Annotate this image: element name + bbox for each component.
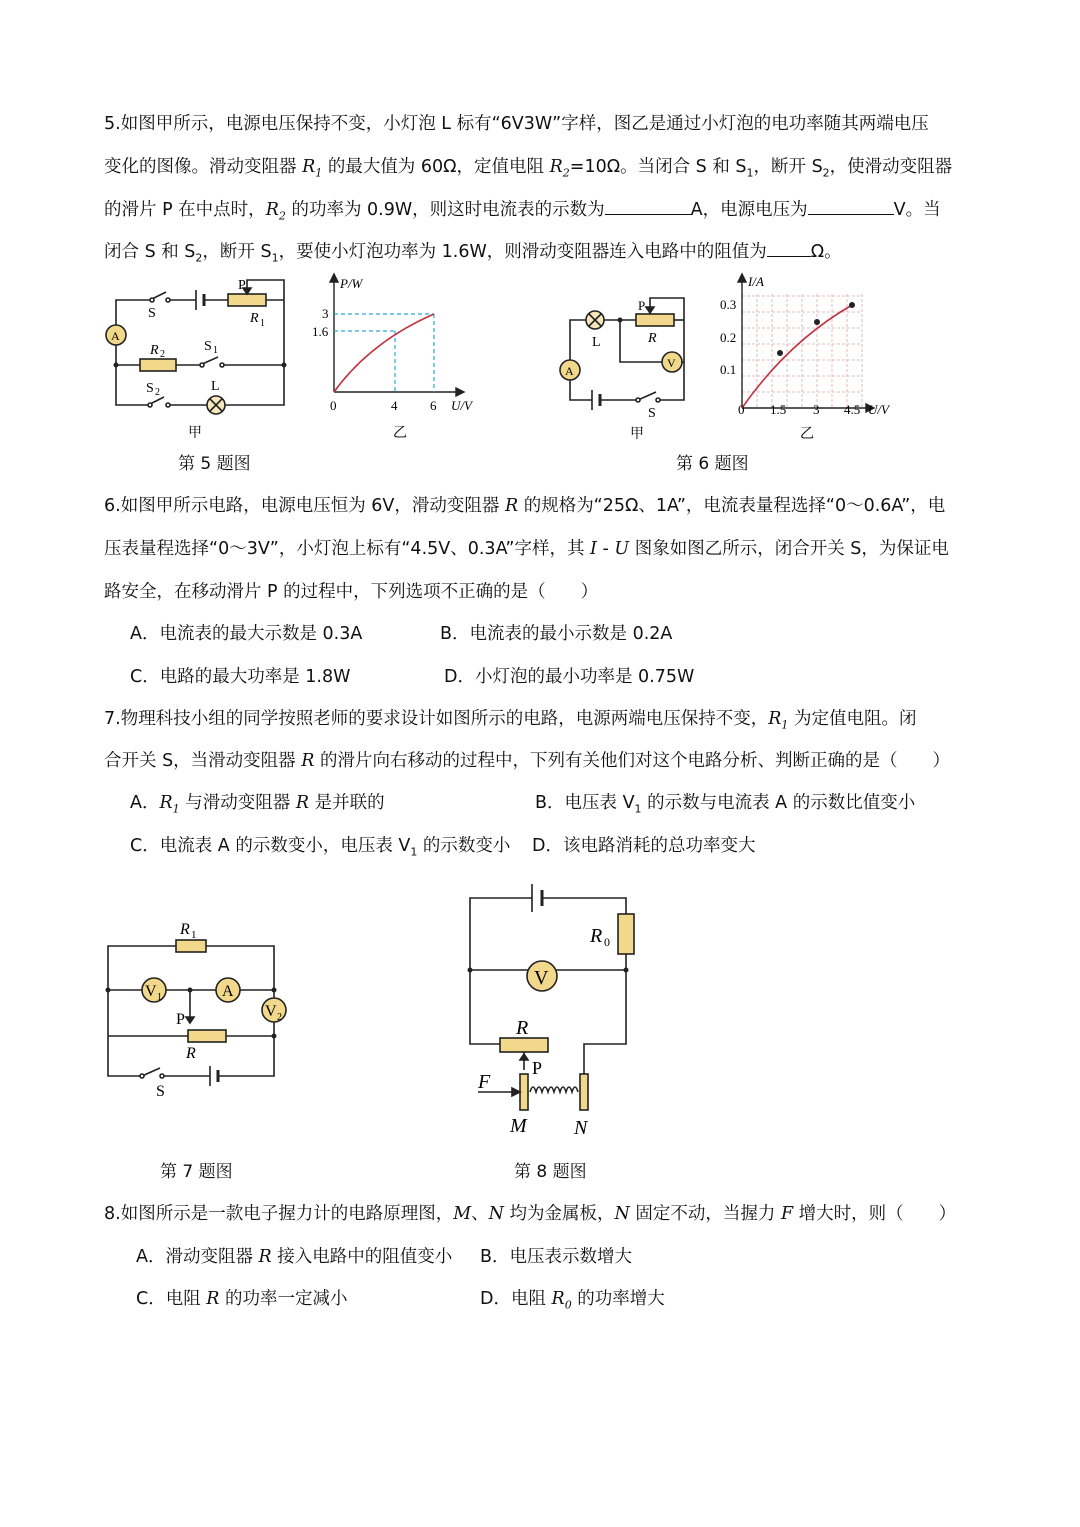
svg-text:甲: 甲 <box>630 427 644 442</box>
svg-text:A: A <box>565 364 574 378</box>
svg-text:P: P <box>238 278 246 293</box>
q6-line-1: 6.如图甲所示电路，电源电压恒为 6V，滑动变阻器 R 的规格为“25Ω、1A”，电流表量程选择“0～0.6A”，电 <box>104 496 946 516</box>
svg-text:R: R <box>180 921 190 938</box>
svg-text:S: S <box>146 381 154 396</box>
q6-option-c[interactable]: C．电路的最大功率是 1.8W <box>130 667 351 687</box>
svg-text:I/A: I/A <box>748 274 764 289</box>
svg-text:U/V: U/V <box>451 398 472 413</box>
svg-text:N: N <box>574 1117 588 1139</box>
q7-caption: 第 7 题图 <box>160 1162 233 1182</box>
q7-option-b[interactable]: B．电压表 $V_1$ 的示数与电流表 A 的示数比值变小 <box>535 793 916 816</box>
q7-option-a[interactable]: A．$R_1$ 与滑动变阻器 R 是并联的 <box>130 793 385 816</box>
svg-text:0.2: 0.2 <box>720 330 737 345</box>
svg-text:乙: 乙 <box>393 426 407 441</box>
svg-text:P/W: P/W <box>340 276 363 291</box>
svg-text:0: 0 <box>330 398 337 413</box>
q7-line-2: 合开关 S，当滑动变阻器 R 的滑片向右移动的过程中，下列有关他们对这个电路分析、判断正确的是（ ） <box>104 751 950 771</box>
q6-option-d[interactable]: D．小灯泡的最小功率是 0.75W <box>444 667 695 687</box>
svg-text:1: 1 <box>191 929 197 941</box>
q6-caption: 第 6 题图 <box>676 454 749 474</box>
svg-text:0: 0 <box>738 402 745 417</box>
q8-option-d[interactable]: D．电阻 $R_0$ 的功率增大 <box>480 1289 665 1312</box>
q8-option-a[interactable]: A．滑动变阻器 R 接入电路中的阻值变小 <box>136 1247 453 1267</box>
answer-blank[interactable] <box>808 198 894 215</box>
svg-text:U/V: U/V <box>868 402 889 417</box>
svg-text:1: 1 <box>157 992 162 1003</box>
svg-text:S: S <box>148 306 156 321</box>
svg-text:1: 1 <box>213 345 218 356</box>
svg-text:S: S <box>648 406 656 421</box>
svg-text:V: V <box>265 1003 277 1020</box>
svg-text:R: R <box>186 1045 196 1062</box>
svg-text:P: P <box>638 298 646 313</box>
q6-line-2: 压表量程选择“0～3V”，小灯泡上标有“4.5V、0.3A”字样，其 I - U 图象如图乙所示，闭合开关 S，为保证电 <box>104 539 949 559</box>
svg-text:R: R <box>150 343 159 358</box>
q5-line-3: 的滑片 P 在中点时，$R_2$ 的功率为 0.9W，则这时电流表的示数为 A，电源电压为 V。当 <box>104 200 941 223</box>
q5-circuit-diagram <box>100 270 300 440</box>
svg-text:3: 3 <box>813 402 820 417</box>
q8-option-c[interactable]: C．电阻 R 的功率一定减小 <box>136 1289 348 1309</box>
svg-text:S: S <box>156 1083 165 1100</box>
q8-line-1: 8.如图所示是一款电子握力计的电路原理图，M、N 均为金属板，N 固定不动，当握力 F 增大时，则（ ） <box>104 1204 957 1224</box>
q8-option-b[interactable]: B．电压表示数增大 <box>480 1247 633 1267</box>
answer-blank[interactable] <box>767 240 811 257</box>
svg-text:1: 1 <box>260 318 265 329</box>
svg-text:V: V <box>667 356 676 370</box>
svg-text:1.6: 1.6 <box>312 324 329 339</box>
answer-blank[interactable] <box>605 198 691 215</box>
svg-text:4: 4 <box>391 398 398 413</box>
q6-circuit-diagram <box>552 290 712 440</box>
q5-caption: 第 5 题图 <box>178 454 251 474</box>
q7-line-1: 7.物理科技小组的同学按照老师的要求设计如图所示的电路，电源两端电压保持不变，$R_1$ 为定值电阻。闭 <box>104 709 917 732</box>
q6-current-voltage-graph <box>718 272 898 442</box>
svg-text:R: R <box>590 925 603 947</box>
q5-line-4: 闭合 S 和 $S_2$，断开 $S_1$，要使小灯泡功率为 1.6W，则滑动变阻器连入电路中的阻值为 Ω。 <box>104 242 842 265</box>
svg-text:P: P <box>532 1058 543 1078</box>
q6-line-3: 路安全，在移动滑片 P 的过程中，下列选项不正确的是（ ） <box>104 582 599 602</box>
q5-line-1: 5.如图甲所示，电源电压保持不变，小灯泡 L 标有“6V3W”字样，图乙是通过小灯泡的电功率随其两端电压 <box>104 114 929 134</box>
svg-text:乙: 乙 <box>800 427 814 442</box>
svg-text:0.3: 0.3 <box>720 297 737 312</box>
q8-circuit-diagram <box>460 878 660 1140</box>
svg-text:L: L <box>211 379 220 394</box>
svg-text:L: L <box>592 335 601 350</box>
svg-text:2: 2 <box>277 1012 282 1023</box>
q6-option-b[interactable]: B．电流表的最小示数是 0.2A <box>440 624 673 644</box>
svg-text:A: A <box>111 329 120 343</box>
svg-text:M: M <box>510 1115 527 1137</box>
svg-text:0.1: 0.1 <box>720 362 737 377</box>
svg-text:1.5: 1.5 <box>770 402 787 417</box>
svg-text:V: V <box>145 983 157 1000</box>
svg-text:F: F <box>478 1071 491 1093</box>
q7-circuit-diagram <box>100 912 300 1102</box>
svg-text:R: R <box>516 1017 529 1039</box>
svg-text:6: 6 <box>430 398 437 413</box>
q5-line-2: 变化的图像。滑动变阻器 $R_1$ 的最大值为 60Ω，定值电阻 $R_2=10\Omega$。当闭合 S 和 $S_1$，断开 $S_2$，使滑动变阻器 <box>104 157 953 180</box>
svg-text:R: R <box>250 311 259 326</box>
q8-caption: 第 8 题图 <box>514 1162 587 1182</box>
svg-text:0: 0 <box>604 935 610 949</box>
q7-option-c[interactable]: C．电流表 A 的示数变小，电压表 $V_1$ 的示数变小 <box>130 836 511 859</box>
svg-text:2: 2 <box>155 387 160 398</box>
q6-option-a[interactable]: A．电流表的最大示数是 0.3A <box>130 624 363 644</box>
svg-text:3: 3 <box>322 306 329 321</box>
q7-option-d[interactable]: D．该电路消耗的总功率变大 <box>532 836 756 856</box>
svg-text:V: V <box>534 967 549 989</box>
svg-text:P: P <box>176 1011 185 1028</box>
q5-power-voltage-graph <box>310 272 480 442</box>
svg-text:2: 2 <box>160 349 165 360</box>
svg-text:4.5: 4.5 <box>844 402 861 417</box>
svg-text:S: S <box>204 339 212 354</box>
svg-text:R: R <box>648 331 657 346</box>
svg-text:A: A <box>222 983 234 1000</box>
svg-text:甲: 甲 <box>188 426 202 441</box>
